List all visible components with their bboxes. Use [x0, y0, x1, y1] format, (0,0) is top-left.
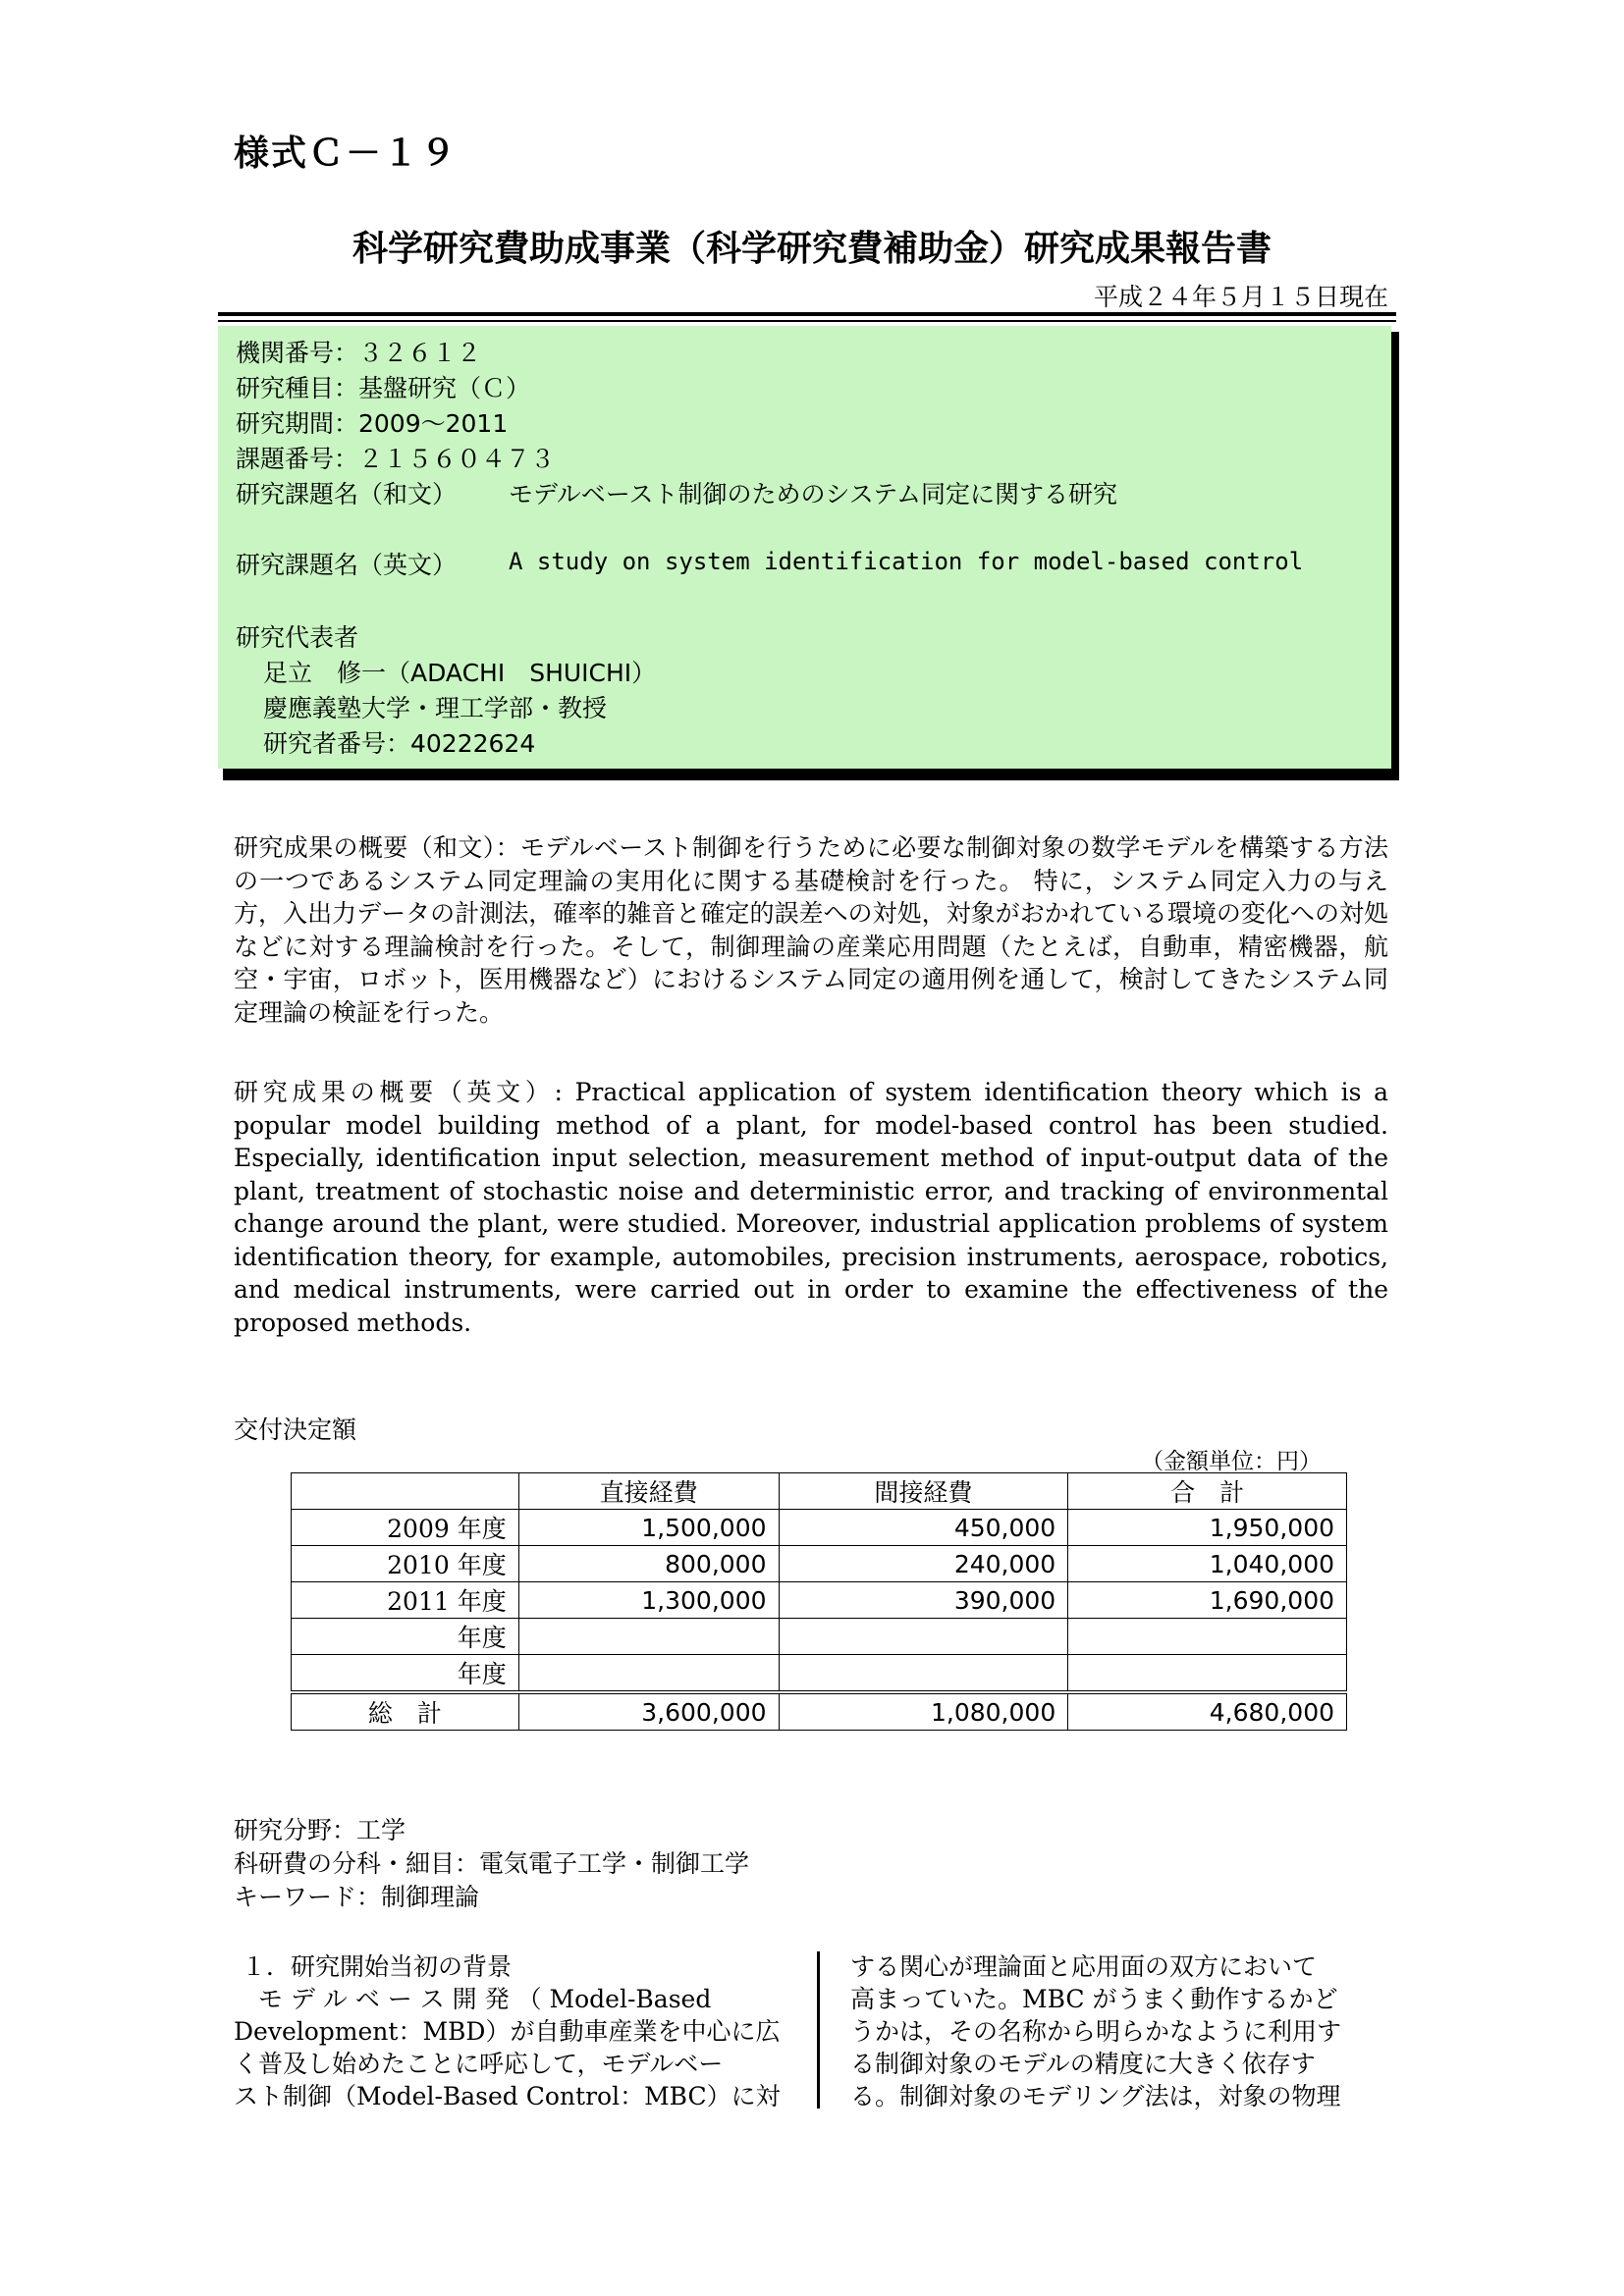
summary-ja: 研究成果の概要（和文）：モデルベースト制御を行うために必要な制御対象の数学モデルを構築する方法の一つであるシステム同定理論の実用化に関する基礎検討を行った。 特に，システム同定入力の与え方，入出力データの計測法，確率的雑音と確定的誤差への対処，対象がおかれている環境の変化への対処などに対する理論検討を行った。そして，制御理論の産業応用問題（たとえば，自動車，精密機器，航空・宇宙，ロボット，医用機器など）におけるシステム同定の適用例を通して，検討してきたシステム同定理論の検証を行った。 [234, 833, 1388, 1027]
table-cell: 1,950,000 [1068, 1510, 1347, 1546]
header-cell: 合 計 [1068, 1473, 1347, 1510]
table-cell: 総 計 [292, 1692, 519, 1731]
table-header-row [292, 1473, 1347, 1510]
keywords: キーワード：制御理論 [234, 1883, 480, 1911]
section1-left-line: モ デ ル ベ ー ス 開 発 （ Model-Based [234, 1985, 712, 2013]
info-box-shadow-side [1391, 332, 1399, 780]
table-row [292, 1546, 1347, 1582]
table-cell: 1,500,000 [518, 1510, 779, 1546]
table-cell: 年度 [292, 1655, 519, 1693]
table-row [292, 1655, 1347, 1693]
research-subfield: 科研費の分科・細目：電気電子工学・制御工学 [234, 1849, 750, 1878]
table-row [292, 1582, 1347, 1619]
table-cell [779, 1619, 1068, 1655]
header-cell [292, 1473, 519, 1510]
representative-name: 足立 修一（ADACHI SHUICHI） [263, 659, 657, 687]
header-cell: 間接経費 [779, 1473, 1068, 1510]
summary-en: 研究成果の概要（英文）: Practical application of system identification theory which is a popular model building method of a plant, for model-based control has been studied. Especially, identification input selection, measurement method of input-output data of the plant, treatment of stochastic noise and deterministic error, and tracking of environmental change around the plant, were studied. Moreover, industrial application problems of system identification theory, for example, automobiles, precision instruments, aerospace, robotics, and medical instruments, were carried out in order to examine the effectiveness of the proposed methods. [234, 1078, 1388, 1337]
report-date: 平成２４年５月１５日現在 [1093, 283, 1388, 311]
representative-affiliation: 慶應義塾大学・理工学部・教授 [263, 694, 608, 722]
funding-unit: （金額単位：円） [1141, 1449, 1322, 1474]
table-cell: 年度 [292, 1619, 519, 1655]
title-ja: モデルベースト制御のためのシステム同定に関する研究 [509, 480, 1118, 508]
header-cell: 直接経費 [518, 1473, 779, 1510]
funding-label: 交付決定額 [234, 1415, 357, 1444]
section1-left-line: スト制御（Model-Based Control：MBC）に対 [234, 2082, 781, 2110]
table-row [292, 1619, 1347, 1655]
table-cell [518, 1655, 779, 1693]
form-number: 様式Ｃ－１９ [234, 133, 459, 174]
title-rule-thin [218, 320, 1396, 322]
table-cell: 4,680,000 [1068, 1692, 1347, 1731]
title-en-label: 研究課題名（英文） [236, 551, 458, 579]
table-cell [1068, 1619, 1347, 1655]
table-cell: 3,600,000 [518, 1692, 779, 1731]
table-cell: 1,040,000 [1068, 1546, 1347, 1582]
table-cell: 240,000 [779, 1546, 1068, 1582]
title-ja-label: 研究課題名（和文） [236, 480, 458, 508]
funding-table [291, 1472, 1347, 1731]
title-rule [218, 312, 1396, 316]
section1-right-line: る。制御対象のモデリング法は，対象の物理 [850, 2082, 1341, 2110]
table-cell: 450,000 [779, 1510, 1068, 1546]
info-box-shadow [223, 769, 1399, 780]
section1-left-line: Development：MBD）が自動車産業を中心に広 [234, 2017, 781, 2046]
research-period: 研究期間：2009～2011 [236, 409, 509, 438]
table-total-row [292, 1692, 1347, 1731]
project-number: 課題番号：２１５６０４７３ [236, 445, 556, 473]
table-cell: 1,690,000 [1068, 1582, 1347, 1619]
researcher-number: 研究者番号：40222624 [263, 729, 536, 758]
representative-label: 研究代表者 [236, 623, 359, 652]
table-row [292, 1510, 1347, 1546]
table-cell: 2009 年度 [292, 1510, 519, 1546]
table-cell [518, 1619, 779, 1655]
section1-heading: １．研究開始当初の背景 [242, 1952, 513, 1981]
section1-right-line: 高まっていた。MBC がうまく動作するかど [850, 1985, 1338, 2013]
table-cell: 2010 年度 [292, 1546, 519, 1582]
column-divider [817, 1951, 820, 2109]
table-cell: 1,300,000 [518, 1582, 779, 1619]
section1-left-line: く普及し始めたことに呼応して，モデルベー [234, 2050, 724, 2078]
table-cell: 390,000 [779, 1582, 1068, 1619]
table-cell [1068, 1655, 1347, 1693]
institution-number: 機関番号：３２６１２ [236, 339, 482, 367]
section1-right-line: する関心が理論面と応用面の双方において [850, 1952, 1318, 1981]
table-cell: 1,080,000 [779, 1692, 1068, 1731]
research-category: 研究種目：基盤研究（Ｃ） [236, 374, 531, 402]
table-cell: 800,000 [518, 1546, 779, 1582]
section1-right-line: る制御対象のモデルの精度に大きく依存す [850, 2050, 1316, 2078]
report-title: 科学研究費助成事業（科学研究費補助金）研究成果報告書 [352, 229, 1272, 269]
table-cell: 2011 年度 [292, 1582, 519, 1619]
research-field: 研究分野：工学 [234, 1816, 406, 1844]
section1-right-line: うかは，その名称から明らかなように利用す [850, 2017, 1342, 2046]
table-cell [779, 1655, 1068, 1693]
title-en: A study on system identification for model-based control [509, 548, 1304, 575]
